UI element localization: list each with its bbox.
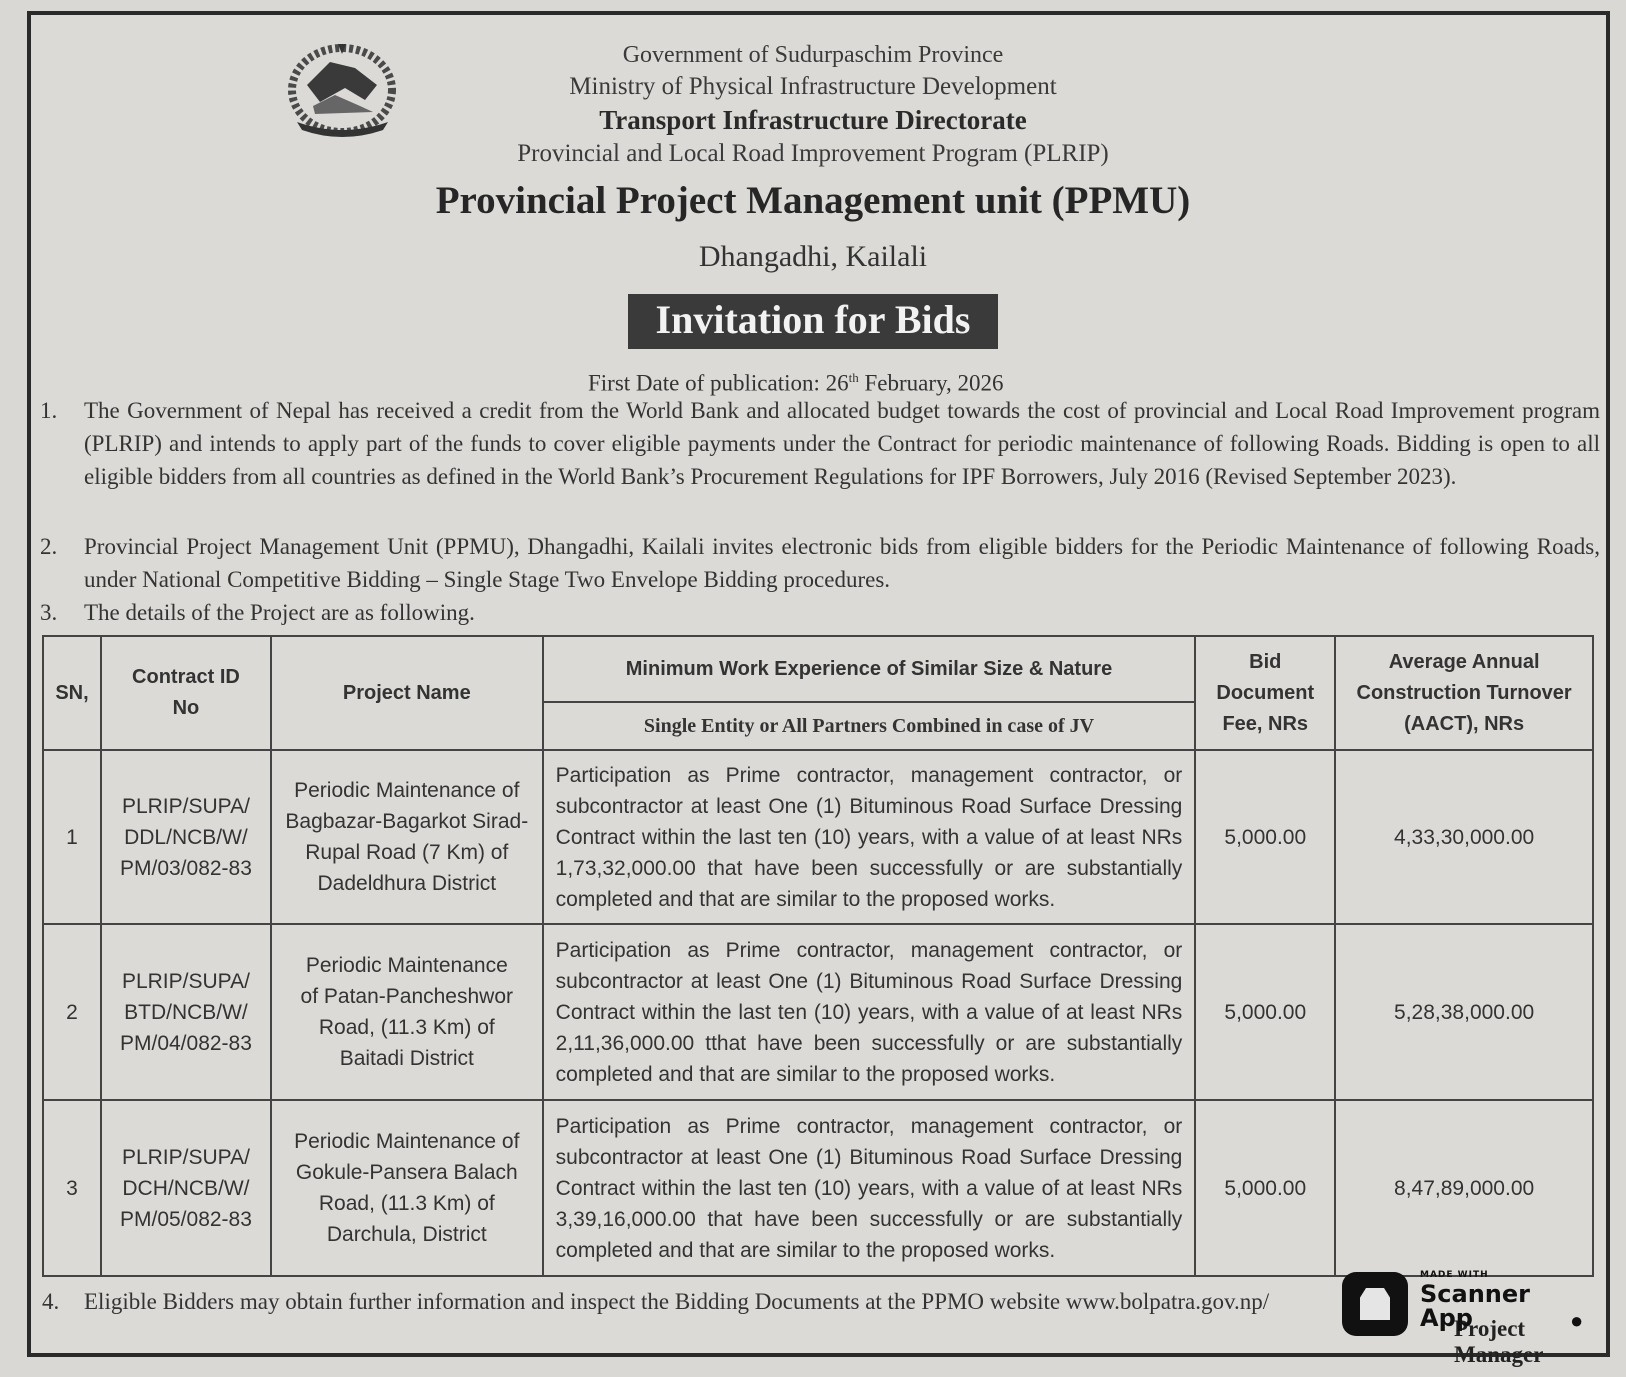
watermark-made-with: MADE WITH: [1420, 1270, 1489, 1280]
cell-project-name: Periodic Maintenance of Bagbazar-Bagarkot Sirad-Rupal Road (7 Km) of Dadeldhura District: [271, 750, 543, 924]
col-header-project-name: Project Name: [271, 636, 543, 750]
publication-rest: February, 2026: [858, 370, 1004, 396]
cell-bid-fee: 5,000.00: [1195, 750, 1335, 924]
header-directorate: Transport Infrastructure Directorate: [599, 105, 1027, 135]
watermark-brand: Scanner App: [1420, 1280, 1530, 1332]
col-header-bid-fee: Bid Document Fee, NRs: [1195, 636, 1335, 750]
cell-contract-id: PLRIP/SUPA/ BTD/NCB/W/ PM/04/082-83: [101, 924, 271, 1100]
paragraph-3: [40, 596, 1600, 629]
scanner-app-icon: [1342, 1272, 1408, 1336]
header-program: Provincial and Local Road Improvement Program (PLRIP): [517, 140, 1109, 167]
cell-experience: Participation as Prime contractor, management contractor, or subcontractor at least One (1) Bituminous Road Surface Dressing Contract within the last ten (10) years, with a value of at least NRs 3,39,16,000.00 that have been successfully or are substantially completed and that are similar to the proposed works.: [543, 1100, 1196, 1276]
cell-contract-id: PLRIP/SUPA/ DCH/NCB/W/ PM/05/082-83: [101, 1100, 271, 1276]
bids-table: [42, 635, 1594, 1277]
table-row: [43, 750, 1593, 924]
paragraph-text: The Government of Nepal has received a credit from the World Bank and allocated budget towards the cost of provincial and Local Road Improvement program (PLRIP) and intends to apply part of the funds to cover eligible payments under the Contract for periodic maintenance of following Roads. Bidding is open to all eligible bidders from all countries as defined in the World Bank’s Procurement Regulations for IPF Borrowers, July 2016 (Revised September 2023).: [84, 398, 1600, 489]
cell-bid-fee: 5,000.00: [1195, 1100, 1335, 1276]
paragraph-text: The details of the Project are as following.: [84, 600, 475, 625]
cell-bid-fee: 5,000.00: [1195, 924, 1335, 1100]
cell-experience: Participation as Prime contractor, management contractor, or subcontractor at least One (1) Bituminous Road Surface Dressing Contract within the last ten (10) years, with a value of at least NRs 2,11,36,000.00 tthat have been successfully or are substantially completed and that are similar to the proposed works.: [543, 924, 1196, 1100]
paragraph-number: 4.: [42, 1289, 60, 1314]
cell-sn: 3: [43, 1100, 101, 1276]
header-location: Dhangadhi, Kailali: [698, 240, 928, 273]
paragraph-number: 1.: [40, 398, 58, 423]
paragraph-4: [42, 1289, 1269, 1315]
paragraph-number: 3.: [40, 600, 58, 625]
paragraph-text: Provincial Project Management Unit (PPMU), Dhangadhi, Kailali invites electronic bids from eligible bidders for the Periodic Maintenance of following Roads, under National Competitive Bidding – Single Stage Two Envelope Bidding procedures.: [84, 534, 1600, 592]
cell-aact: 5,28,38,000.00: [1335, 924, 1593, 1100]
table-header-row: [43, 636, 1593, 702]
publication-date: [588, 370, 1004, 397]
table-row: [43, 1100, 1593, 1276]
cell-project-name: Periodic Maintenance of Gokule-Pansera Balach Road, (11.3 Km) of Darchula, District: [271, 1100, 543, 1276]
header-government: Government of Sudurpaschim Province: [622, 42, 1004, 68]
publication-sup: th: [848, 370, 859, 385]
invitation-banner: Invitation for Bids: [628, 294, 999, 349]
col-header-sn: SN,: [43, 636, 101, 750]
cell-sn: 2: [43, 924, 101, 1100]
header-ministry: Ministry of Physical Infrastructure Development: [569, 73, 1057, 100]
apple-logo-icon: ●: [1570, 1308, 1584, 1333]
col-header-aact: Average Annual Construction Turnover (AACT), NRs: [1335, 636, 1593, 750]
scanner-app-watermark: [1342, 1270, 1592, 1367]
publication-label: First Date of publication: 26: [588, 370, 849, 396]
paragraph-1: [40, 394, 1600, 526]
cell-contract-id: PLRIP/SUPA/ DDL/NCB/W/ PM/03/082-83: [101, 750, 271, 924]
cell-experience: Participation as Prime contractor, management contractor, or subcontractor at least One (1) Bituminous Road Surface Dressing Contract within the last ten (10) years, with a value of at least NRs 1,73,32,000.00 that have been successfully or are substantially completed and that are similar to the proposed works.: [543, 750, 1196, 924]
signatory-title: Project Manager: [1454, 1316, 1544, 1367]
table-row: [43, 924, 1593, 1100]
footer-text: Eligible Bidders may obtain further information and inspect the Bidding Documents at the PPMO website www.bolpatra.gov.np/: [84, 1289, 1270, 1314]
cell-sn: 1: [43, 750, 101, 924]
cell-project-name: Periodic Maintenance of Patan-Pancheshwor Road, (11.3 Km) of Baitadi District: [271, 924, 543, 1100]
col-header-experience: Minimum Work Experience of Similar Size & Nature: [543, 636, 1196, 702]
col-subheader-experience: Single Entity or All Partners Combined in case of JV: [543, 702, 1196, 750]
cell-aact: 4,33,30,000.00: [1335, 750, 1593, 924]
header-title: Provincial Project Management unit (PPMU): [435, 179, 1191, 222]
col-header-contract-id: Contract ID No: [101, 636, 271, 750]
paragraph-2: [40, 530, 1600, 596]
cell-aact: 8,47,89,000.00: [1335, 1100, 1593, 1276]
paragraph-number: 2.: [40, 534, 58, 559]
